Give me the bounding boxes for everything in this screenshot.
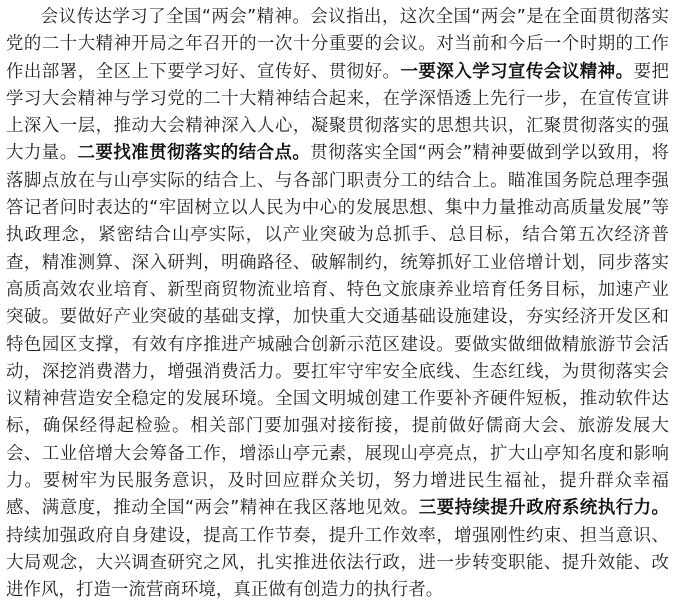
paragraph [6,4,669,605]
point-2-text: 贯彻落实全国“两会”精神要做到学以致用，将落脚点放在与山亭实际的结合上、与各部门职责分工的结合上。瞄准国务院总理李强答记者问时表达的“牢固树立以人民为中心的发展思想、集中力量推动高质量发展”等执政理念，紧密结合山亭实际，以产业突破为总抓手、总目标，结合第五次经济普查，精准测算、深入研判，明确路径、破解制约，统筹抓好工业倍增计划，同步落实高质高效农业培育、新型商贸物流业培育、特色文旅康养业培育任务目标，加速产业突破。要做好产业突破的基础支撑，加快重大交通基础设施建设，夯实经济开发区和特色园区支撑，有效有序推进产城融合创新示范区建设。要做实做细做精旅游节会活动，深挖消费潜力，增强消费活力。要扛牢守牢安全底线、生态红线，为贯彻落实会议精神营造安全稳定的发展环境。全国文明城创建工作要补齐硬件短板，推动软件达标，确保经得起检验。相关部门要加强对接衔接，提前做好儒商大会、旅游发展大会、工业倍增大会筹备工作，增添山亭元素，展现山亭亮点，扩大山亭知名度和影响力。要树牢为民服务意识，及时回应群众关切，努力增进民生福祉，提升群众幸福感、满意度，推动全国“两会”精神在我区落地见效。 [6,143,669,519]
heading-point-3: 三要持续提升政府系统执行力。 [418,498,670,519]
heading-point-2: 二要找准贯彻落实的结合点。 [77,143,311,164]
point-1-text: 要把学习大会精神与学习党的二十大精神结合起来，在学深悟透上先行一步，在宣传宣讲上深入一层，推动大会精神深入人心，凝聚贯彻落实的思想共识，汇聚贯彻落实的强大力量。 [6,61,669,164]
heading-point-1: 一要深入学习宣传会议精神。 [400,61,634,82]
point-3-text: 持续加强政府自身建设，提高工作节奏，提升工作效率，增强刚性约束、担当意识、大局观念，大兴调查研究之风，扎实推进依法行政，进一步转变职能、提升效能、改进作风，打造一流营商环境，真正做有创造力的执行者。 [6,525,669,601]
intro-text: 会议传达学习了全国“两会”精神。会议指出，这次全国“两会”是在全面贯彻落实党的二十大精神开局之年召开的一次十分重要的会议。对当前和今后一个时期的工作作出部署，全区上下要学习好、宣传好、贯彻好。 [6,7,669,82]
